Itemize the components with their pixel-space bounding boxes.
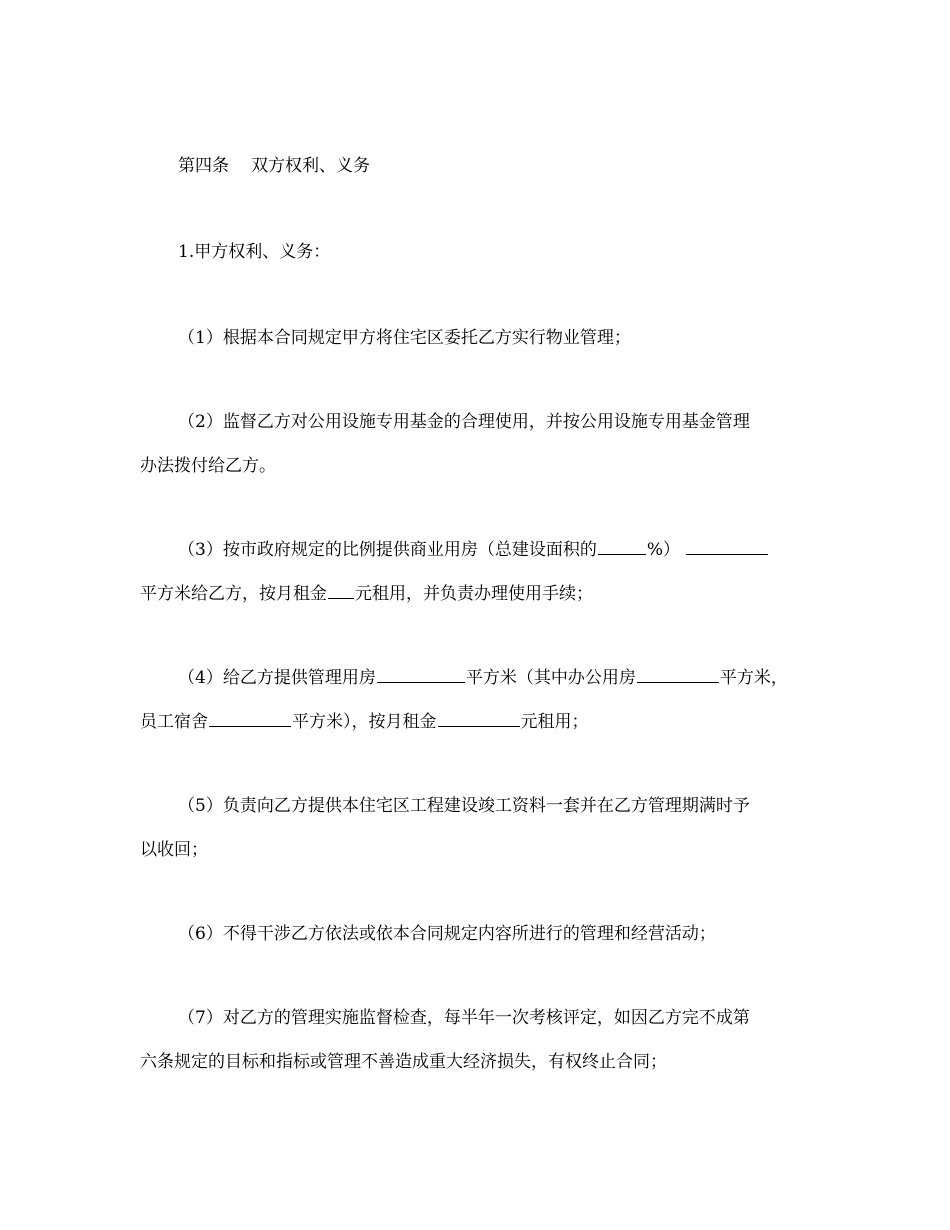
- blank-rent: [328, 582, 354, 599]
- clause-2-line-1: （2）监督乙方对公用设施专用基金的合理使用，并按公用设施专用基金管理: [178, 412, 750, 432]
- blank-monthly-rent: [438, 710, 520, 727]
- clause-4-text-c: 平方米，: [719, 668, 788, 688]
- clause-4-text-d: 员工宿舍: [140, 712, 208, 732]
- blank-management-area: [377, 666, 465, 683]
- blank-area: [686, 538, 768, 555]
- clause-3-text-c: 平方米给乙方，按月租金: [140, 584, 327, 604]
- clause-3-text-a: （3）按市政府规定的比例提供商业用房（总建设面积的: [178, 540, 597, 560]
- blank-dorm-area: [209, 710, 291, 727]
- clause-5-line-2: 以收回；: [140, 840, 208, 860]
- clause-3-line-2: [140, 582, 830, 606]
- clause-3-text-d: 元租用，并负责办理使用手续；: [355, 584, 593, 604]
- clause-4-line-2: [140, 710, 830, 734]
- clause-6: （6）不得干涉乙方依法或依本合同规定内容所进行的管理和经营活动；: [178, 924, 716, 944]
- article-heading: [178, 154, 868, 178]
- clause-4-text-f: 元租用；: [520, 712, 589, 732]
- clause-4-text-e: 平方米），按月租金: [292, 712, 437, 732]
- clause-2-line-2: 办法拨付给乙方。: [140, 456, 276, 476]
- blank-percent: [598, 538, 646, 555]
- clause-7-line-1: （7）对乙方的管理实施监督检查，每半年一次考核评定，如因乙方完不成第: [178, 1008, 750, 1028]
- section-heading: 1.甲方权利、义务：: [178, 242, 331, 262]
- clause-3-text-b: %）: [646, 540, 680, 560]
- clause-1: （1）根据本合同规定甲方将住宅区委托乙方实行物业管理；: [178, 328, 631, 348]
- clause-7-line-2: 六条规定的目标和指标或管理不善造成重大经济损失，有权终止合同；: [140, 1052, 667, 1072]
- clause-4-line-1: [178, 666, 868, 690]
- clause-4-text-a: （4）给乙方提供管理用房: [178, 668, 376, 688]
- clause-5-line-1: （5）负责向乙方提供本住宅区工程建设竣工资料一套并在乙方管理期满时予: [178, 796, 750, 816]
- clause-3-line-1: [178, 538, 868, 562]
- clause-4-text-b: 平方米（其中办公用房: [465, 668, 636, 688]
- article-title: 双方权利、义务: [251, 156, 370, 176]
- blank-office-area: [637, 666, 719, 683]
- article-number: 第四条: [178, 156, 229, 176]
